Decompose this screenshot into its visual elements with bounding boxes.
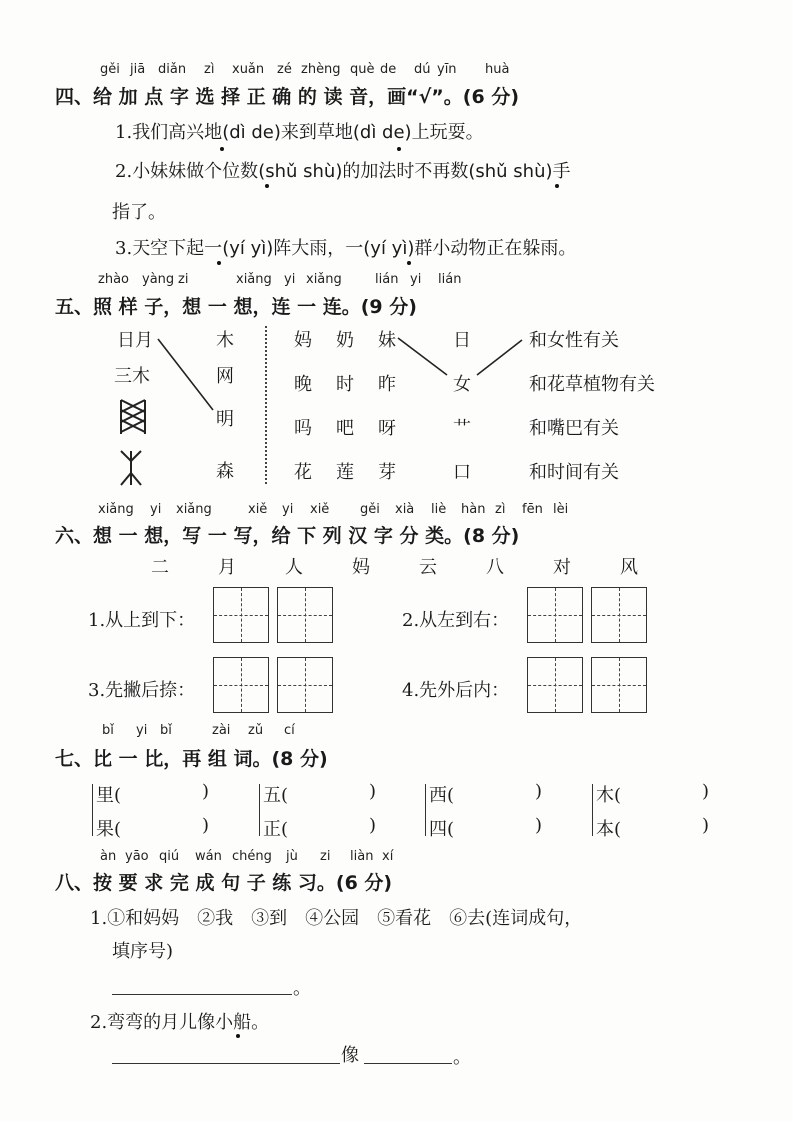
q4-item-1: 1.我们高兴地(dì de)来到草地(dì de)上玩耍。: [115, 122, 484, 143]
q8-item-1: 1.①和妈妈 ②我 ③到 ④公园 ⑤看花 ⑥去(连词成句，: [90, 908, 583, 929]
pinyin-syllable: yàng: [142, 272, 175, 287]
pinyin-syllable: hàn: [461, 502, 486, 517]
q8-title: 八、按 要 求 完 成 句 子 练 习。(6 分): [55, 872, 393, 894]
group-label: 4.先外后内：: [402, 680, 510, 701]
pinyin-syllable: liàn: [350, 849, 374, 864]
q7-title: 七、比 一 比，再 组 词。(8 分): [55, 748, 328, 770]
pinyin-syllable: xiě: [248, 502, 268, 517]
word-prompt: 果(: [96, 819, 122, 840]
period: 。: [293, 978, 311, 999]
word-prompt: 西(: [429, 785, 455, 806]
word-prompt: 正(: [263, 819, 289, 840]
q8-item-1-cont: 填序号): [112, 941, 174, 962]
bank-character: 风: [620, 557, 638, 578]
pinyin-syllable: zì: [204, 62, 215, 77]
radical-option[interactable]: 艹: [453, 418, 471, 439]
character-option[interactable]: 网: [216, 366, 234, 387]
writing-grid[interactable]: [591, 587, 647, 643]
word-answer-blank[interactable]: [632, 815, 702, 837]
word-answer-blank[interactable]: [132, 781, 202, 803]
character-option[interactable]: 木: [216, 330, 234, 351]
character-option[interactable]: 妈: [294, 330, 312, 351]
bank-character: 八: [486, 557, 504, 578]
close-paren: ): [702, 815, 710, 836]
q4-item-num: 1.: [115, 122, 133, 143]
pinyin-syllable: bǐ: [102, 723, 114, 738]
pinyin-syllable: què: [350, 62, 375, 77]
bank-character: 对: [553, 557, 571, 578]
meaning-option[interactable]: 和时间有关: [529, 462, 619, 483]
word-prompt: 五(: [263, 785, 289, 806]
close-paren: ): [369, 815, 377, 836]
component-pair: 日月: [117, 330, 153, 351]
pinyin-syllable: yi: [410, 272, 422, 287]
close-paren: ): [202, 815, 210, 836]
word-answer-blank[interactable]: [632, 781, 702, 803]
q5-title: 五、照 样 子，想 一 想，连 一 连。(9 分): [55, 296, 417, 318]
character-option[interactable]: 吗: [294, 418, 312, 439]
pinyin-syllable: lián: [438, 272, 462, 287]
answer-line[interactable]: [364, 1063, 452, 1064]
q4-item-2-cont: 指了。: [112, 202, 166, 223]
pinyin-syllable: xiǎng: [236, 272, 272, 287]
word-prompt: 里(: [96, 785, 122, 806]
pinyin-syllable: wán: [195, 849, 222, 864]
word-prompt: 木(: [596, 785, 622, 806]
word-answer-blank[interactable]: [299, 815, 369, 837]
writing-grid[interactable]: [277, 587, 333, 643]
writing-grid[interactable]: [527, 657, 583, 713]
q4-item-2: 2.小妹妹做个位数(shǔ shù)的加法时不再数(shǔ shù)手: [115, 161, 571, 182]
xiang-label: 像: [341, 1045, 359, 1066]
close-paren: ): [535, 781, 543, 802]
pinyin-syllable: zé: [277, 62, 292, 77]
pinyin-syllable: dú: [414, 62, 431, 77]
close-paren: ): [535, 815, 543, 836]
pinyin-syllable: diǎn: [158, 62, 187, 77]
character-option[interactable]: 时: [336, 374, 354, 395]
pinyin-syllable: yīn: [437, 62, 457, 77]
pinyin-syllable: chéng: [232, 849, 272, 864]
word-answer-blank[interactable]: [132, 815, 202, 837]
writing-grid[interactable]: [213, 657, 269, 713]
pinyin-syllable: zi: [178, 272, 189, 287]
close-paren: ): [202, 781, 210, 802]
bank-character: 云: [419, 557, 437, 578]
radical-option[interactable]: 日: [453, 330, 471, 351]
component-pair: 三木: [114, 366, 150, 387]
writing-grid[interactable]: [527, 587, 583, 643]
radical-option[interactable]: 口: [453, 462, 471, 483]
close-paren: ): [369, 781, 377, 802]
pinyin-syllable: xià: [395, 502, 415, 517]
pinyin-syllable: zhào: [98, 272, 129, 287]
group-label: 1.从上到下：: [88, 610, 196, 631]
reading-choice[interactable]: (shǔ shù): [468, 161, 553, 182]
character-option[interactable]: 莲: [336, 462, 354, 483]
pinyin-syllable: qiú: [159, 849, 180, 864]
pinyin-syllable: lián: [375, 272, 399, 287]
reading-choice[interactable]: (yí yì): [363, 238, 415, 259]
pinyin-syllable: gěi: [360, 502, 380, 517]
pinyin-syllable: bǐ: [160, 723, 172, 738]
pinyin-syllable: xiǎng: [98, 502, 134, 517]
pinyin-syllable: xiǎng: [306, 272, 342, 287]
pinyin-syllable: fēn: [522, 502, 543, 517]
q4-item-3: 3.天空下起一(yí yì)阵大雨，一(yí yì)群小动物正在躲雨。: [115, 238, 577, 259]
character-option[interactable]: 森: [216, 461, 234, 482]
emphasis-dot: [236, 1034, 240, 1038]
meaning-option[interactable]: 和女性有关: [529, 330, 619, 351]
pinyin-syllable: àn: [100, 849, 117, 864]
pinyin-syllable: yi: [282, 502, 294, 517]
word-prompt: 本(: [596, 819, 622, 840]
character-option[interactable]: 花: [294, 462, 312, 483]
character-option[interactable]: 妹: [378, 330, 396, 351]
character-option[interactable]: 奶: [336, 330, 354, 351]
meaning-option[interactable]: 和嘴巴有关: [529, 418, 619, 439]
pinyin-syllable: yi: [136, 723, 148, 738]
pinyin-syllable: gěi: [100, 62, 120, 77]
pinyin-syllable: zài: [212, 723, 231, 738]
character-option[interactable]: 芽: [378, 462, 396, 483]
answer-line[interactable]: [112, 994, 292, 995]
pinyin-syllable: liè: [431, 502, 447, 517]
group-label: 3.先撇后捺：: [88, 680, 196, 701]
pinyin-syllable: zhèng: [301, 62, 341, 77]
pinyin-syllable: jiā: [130, 62, 146, 77]
word-answer-blank[interactable]: [465, 781, 535, 803]
answer-line[interactable]: [112, 1063, 340, 1064]
writing-grid[interactable]: [213, 587, 269, 643]
pinyin-syllable: xiǎng: [176, 502, 212, 517]
reading-choice[interactable]: (dì de): [222, 122, 281, 143]
word-answer-blank[interactable]: [299, 781, 369, 803]
character-option[interactable]: 明: [216, 409, 234, 430]
pinyin-syllable: yi: [150, 502, 162, 517]
bank-character: 妈: [352, 557, 370, 578]
bank-character: 二: [151, 557, 169, 578]
close-paren: ): [702, 781, 710, 802]
pinyin-syllable: jù: [286, 849, 298, 864]
bank-character: 人: [285, 557, 303, 578]
pinyin-syllable: xuǎn: [232, 62, 265, 77]
q6-title: 六、想 一 想，写 一 写，给 下 列 汉 字 分 类。(8 分): [55, 525, 520, 547]
pinyin-syllable: zi: [320, 849, 331, 864]
character-option[interactable]: 晚: [294, 374, 312, 395]
period: 。: [453, 1047, 471, 1068]
pinyin-syllable: xiě: [310, 502, 330, 517]
q4-title: 四、给 加 点 字 选 择 正 确 的 读 音，画“√”。(6 分): [55, 86, 519, 108]
pinyin-syllable: de: [380, 62, 397, 77]
reading-choice[interactable]: (shǔ shù): [258, 161, 343, 182]
group-label: 2.从左到右：: [402, 610, 510, 631]
pinyin-syllable: zì: [495, 502, 506, 517]
character-option[interactable]: 昨: [378, 374, 396, 395]
reading-choice[interactable]: (yí yì): [222, 238, 274, 259]
reading-choice[interactable]: (dì de): [352, 122, 412, 143]
pinyin-syllable: cí: [284, 723, 295, 738]
writing-grid[interactable]: [277, 657, 333, 713]
pinyin-syllable: xí: [382, 849, 394, 864]
radical-option[interactable]: 女: [453, 374, 471, 395]
character-option[interactable]: 吧: [336, 418, 354, 439]
meaning-option[interactable]: 和花草植物有关: [529, 374, 655, 395]
pinyin-syllable: huà: [485, 62, 510, 77]
pinyin-syllable: lèi: [553, 502, 569, 517]
word-prompt: 四(: [429, 819, 455, 840]
pinyin-syllable: zǔ: [248, 723, 264, 738]
bank-character: 月: [218, 557, 236, 578]
q8-item-2: 2.弯弯的月儿像小船。: [90, 1012, 270, 1033]
pinyin-syllable: yi: [284, 272, 296, 287]
character-option[interactable]: 呀: [378, 418, 396, 439]
writing-grid[interactable]: [591, 657, 647, 713]
word-answer-blank[interactable]: [465, 815, 535, 837]
pinyin-syllable: yāo: [125, 849, 149, 864]
